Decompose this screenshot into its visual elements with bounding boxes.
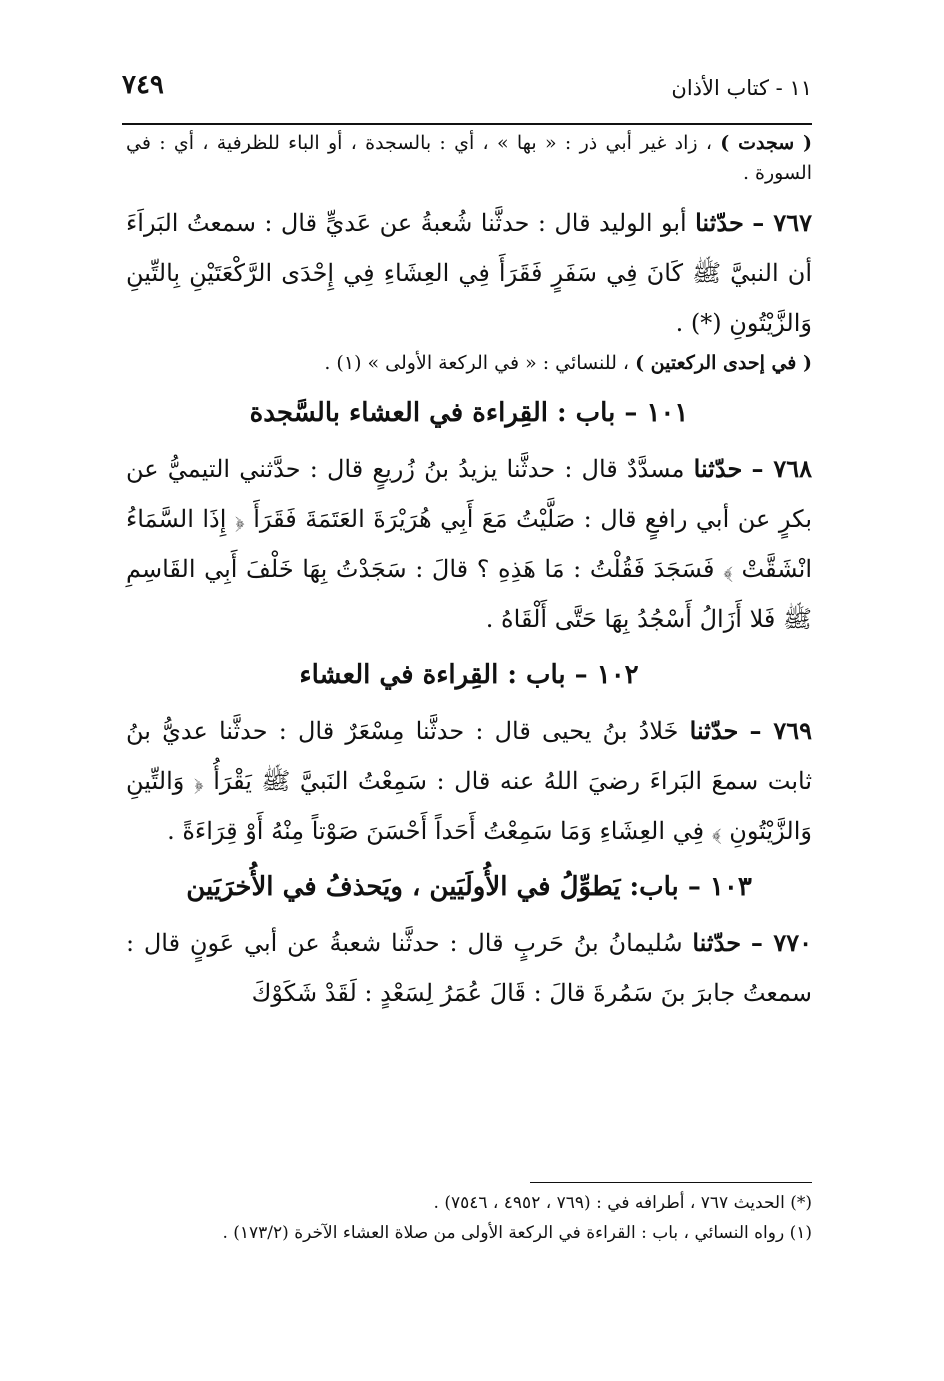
hadith-text: أبو الوليد قال : حدثَّنا شُعبةُ عن عَديٍّ قال : سمعتُ البَراَءَ أن النبيَّ ﷺ كَانَ فِي سَفَرٍ فَقَرَأَ فِي العِشَاءِ فِي إِحْدَى الرَّكْعَتَيْنِ بِالتِّينِ وَالزَّيْتُونِ (*) .	[126, 209, 812, 337]
hadith-lead: حدّثنا	[695, 208, 744, 237]
note-lead: ( سجدت )	[720, 132, 812, 154]
header-divider	[122, 123, 812, 125]
chapter-heading-102: ١٠٢ – باب : القِراءة في العشاء	[299, 660, 639, 690]
hadith-lead: حدّثنا	[693, 454, 743, 483]
note-lead: ( في إحدى الركعتين )	[635, 352, 812, 374]
hadith-text: سُليمانُ بنُ حَربٍ قال : حدثَّنا شعبةُ عن أبي عَونٍ قال : سمعتُ جابرَ بنَ سَمُرةَ قالَ : قَالَ عُمَرُ لِسَعْدٍ : لَقَدْ شَكَوْكَ	[126, 929, 812, 1007]
note-text: ، للنسائي : « في الركعة الأولى » (١) .	[324, 352, 636, 374]
page-number: ٧٤٩	[122, 70, 164, 100]
hadith-770	[126, 918, 812, 1018]
hadith-text: مسدَّدٌ قال : حدثَّنا يزيدُ بنُ زُريعٍ قال : حدَّثني التيميُّ عن بكرٍ عن أبي رافعٍ قال : صَلَّيْتُ مَعَ أَبِي هُرَيْرَةَ العَتَمَةَ فَقَرَأَ ﴿ إِذَا السَّمَاءُ انْشَقَّتْ ﴾ فَسَجَدَ فَقُلْتُ : مَا هَذِهِ ؟ قالَ : سَجَدْتُ بِهَا خَلْفَ أَبِي القَاسِمِ ﷺ فَلا أَزَالُ أَسْجُدُ بِهَا حَتَّى أَلْقَاهُ .	[126, 455, 812, 633]
commentary-note	[126, 348, 812, 378]
footnote-divider	[530, 1182, 812, 1183]
hadith-767	[126, 198, 812, 348]
note-text: ، زاد غير أبي ذر : « بها » ، أي : بالسجدة ، أو الباء للظرفية ، أي : في السورة .	[126, 132, 812, 184]
hadith-768	[126, 444, 812, 644]
page-body	[126, 128, 812, 1018]
chapter-heading-101: ١٠١ – باب : القِراءة في العشاء بالسَّجدة	[249, 398, 689, 428]
hadith-769	[126, 706, 812, 856]
hadith-lead: حدّثنا	[689, 716, 739, 745]
commentary-note	[126, 128, 812, 188]
footnotes	[126, 1188, 812, 1248]
hadith-text: خَلادُ بنُ يحيى قال : حدثَّنا مِسْعَرٌ قال : حدثَّنا عديُّ بنُ ثابت سمعَ البَراءَ رضيَ اللهُ عنه قال : سَمِعْتُ النَبيَّ ﷺ يَقْرَأُ ﴿ وَالتِّينِ وَالزَّيْتُونِ ﴾ فِي العِشَاءِ وَمَا سَمِعْتُ أَحَداً أَحْسَنَ صَوْتاً مِنْهُ أَوْ قِرَاءَةً .	[126, 717, 812, 845]
hadith-lead: حدّثنا	[692, 928, 742, 957]
running-header-title: ١١ - كتاب الأذان	[671, 76, 812, 100]
hadith-number: ٧٦٨ –	[751, 454, 812, 483]
footnote-1: (*) الحديث ٧٦٧ ، أطرافه في : (٧٦٩ ، ٤٩٥٢ ، ٧٥٤٦) .	[433, 1193, 812, 1213]
hadith-number: ٧٦٧ –	[752, 208, 813, 237]
hadith-number: ٧٦٩ –	[749, 716, 812, 745]
hadith-number: ٧٧٠ –	[750, 928, 812, 957]
footnote-2: (١) رواه النسائي ، باب : القراءة في الركعة الأولى من صلاة العشاء الآخرة (١٧٣/٢) .	[222, 1223, 812, 1243]
chapter-heading-103: ١٠٣ – باب: يَطوِّلُ في الأُولَيَين ، ويَحذفُ في الأُخرَيَين	[186, 872, 752, 902]
